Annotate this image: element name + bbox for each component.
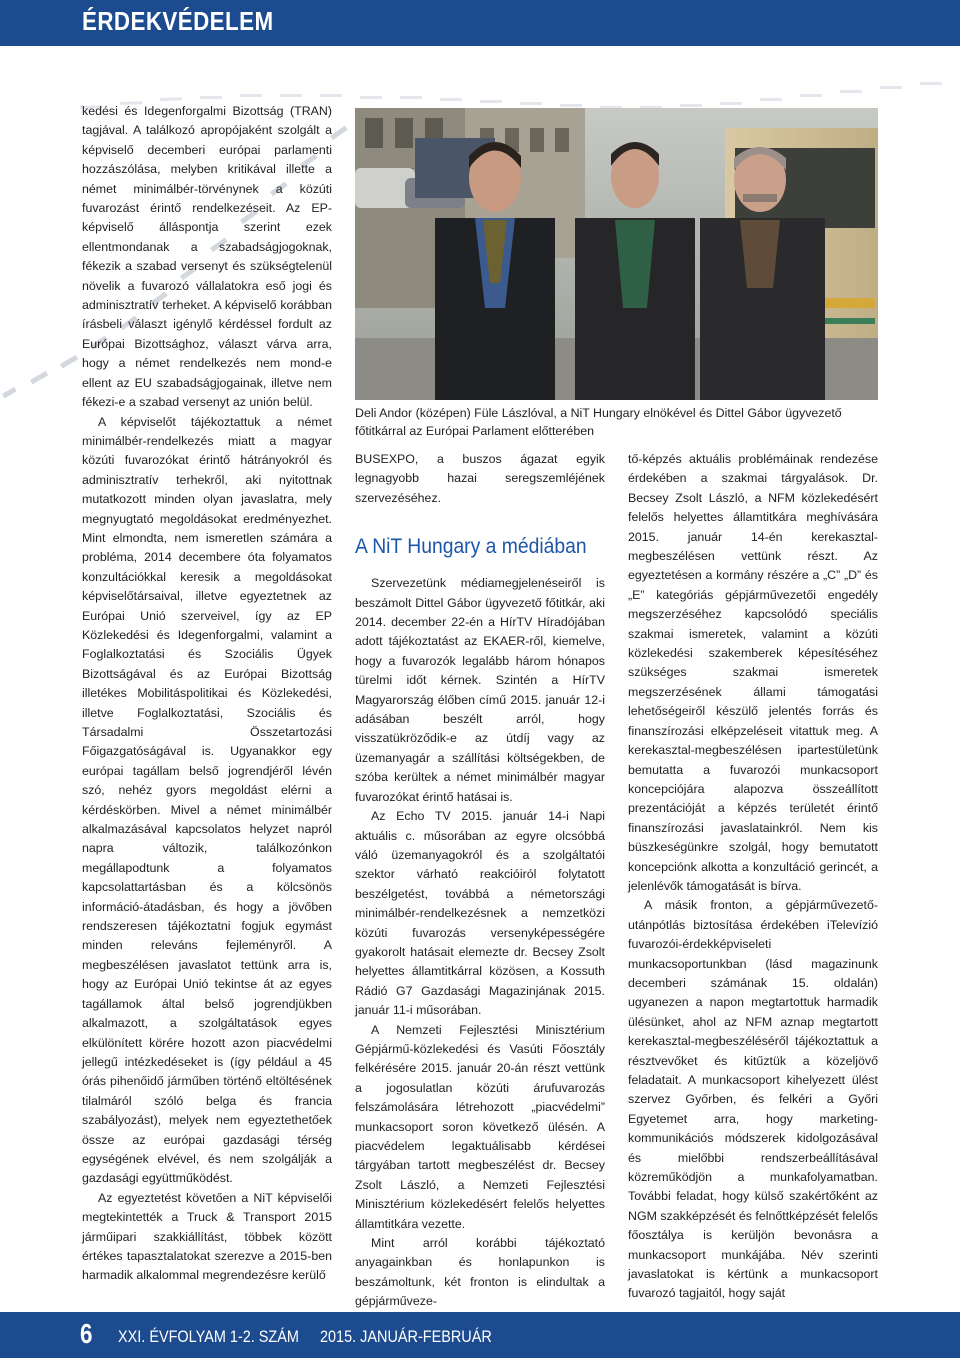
paragraph: Szervezetünk médiamegjelenéseiről is beszámolt Dittel Gábor ügyvezető főtitkár, aki 2014. december 22-én a HírTV Híradójában adott tájékoztatást az EKAER-ről, kiemelve, hogy a fuvarozók legalább három hónapos türelmi időt kérnek. Szintén a HírTV Magyarország élőben című 2015. január 12-i adásában beszélt arról, hogy visszatükröződik-e az útdíj vagy az üzemanyagár a szállítási költségekben, de szóba kerültek a német minimálbér magyar fuvarozókat érintő hatásai is. xyxy=(355,576,605,804)
paragraph: Az egyeztetést követően a NiT képviselői megtekintették a Truck & Transport 2015 járműipari szakkiállítást, többek között értékes tapasztalatokat szerezve a 2015-ben harmadik alkalommal megrendezésre kerülő xyxy=(82,1190,332,1283)
photo-three-men-icon xyxy=(355,108,878,400)
paragraph: kedési és Idegenforgalmi Bizottság (TRAN) tagjával. A találkozó apropójaként szolgált a képviselő decemberi európai parlamenti hozzászólása, melyben kritikával illette a német minimálbér-törvénynek a közúti fuvarozást érintő rendelkezéseit. Az EP-képviselő álláspontja szerint ezek ellentmondanak a szabadságjogoknak, fékezik a szabad versenyt és szükségtelenül növelik a fuvarozó vállalatokra eső jogi és adminisztratív terheket. A képviselő korábban írásbeli választ igénylő kérdéssel fordult az Európai Bizottsághoz, választ várva arra, hogy a német rendelkezés nem mond-e ellent az EU szabadságjogainak, illetve nem fékezi-e a szabad versenyt az unión belül. xyxy=(82,104,332,410)
paragraph: A Nemzeti Fejlesztési Minisztérium Gépjármű-közlekedési és Vasúti Főosztály felkérésére 2015. január 20-án részt vettünk a jogosulatlan közúti árufuvarozás felszámolására létrehozott „piacvédelmi” munkacsoport soron következő ülésén. A piacvédelem legaktuálisabb kérdései tárgyában tartott megbeszélést dr. Becsey Zsolt László, a Nemzeti Fejlesztési Minisztérium közlekedésért felelős helyettes államtitkára vezette. xyxy=(355,1022,605,1231)
paragraph: Mint arról korábbi tájékoztató anyagainkban és honlapunkon is beszámoltunk, két fronton is elindultak a gépjárműveze- xyxy=(355,1236,605,1309)
group-photo xyxy=(355,108,878,400)
volume-label: XXI. ÉVFOLYAM 1-2. SZÁM xyxy=(118,1327,299,1346)
section-heading: A NiT Hungary a médiában xyxy=(355,535,587,559)
date-label: 2015. JANUÁR-FEBRUÁR xyxy=(319,1327,492,1346)
article-column-1 xyxy=(82,102,332,1286)
photo-caption: Deli Andor (középen) Füle Lászlóval, a NiT Hungary elnökével és Dittel Gábor ügyvezető főtitkárral az Európai Parlament előtterében xyxy=(355,406,842,438)
page-number: 6 xyxy=(80,1318,93,1349)
article-column-2 xyxy=(355,450,605,1312)
issue-info xyxy=(118,1327,509,1347)
paragraph: BUSEXPO, a buszos ágazat egyik legnagyobb hazai seregszemléjének szervezéséhez. xyxy=(355,452,605,505)
paragraph: Az Echo TV 2015. január 14-i Napi aktuális c. műsorában az egyre olcsóbbá váló üzemanyagokról és a szolgáltatói szektor várható reakcióiról folytatott beszélgetést, továbbá a németországi minimálbér-rendelkezésnek a nemzetközi közúti fuvarozás versenyképességére gyakorolt hatásait elemezte dr. Becsey Zsolt helyettes államtitkárral közösen, a Kossuth Rádió G7 Gazdasági Magazinjának 2015. január 11-i műsorában. xyxy=(355,809,605,1018)
article-column-3 xyxy=(628,450,878,1304)
paragraph: tő-képzés aktuális problémáinak rendezése érdekében a szakmai tárgyalások. Dr. Becsey Zsolt László, a NFM közlekedésért felelős helyettes államtitkára meghívására 2015. január 14-én kerekasztal-megbeszélésen vettünk részt. Az egyeztetésen a kormány részére a „C” „D” és „E” kategóriás gépjárművezetői engedély megszerzéséhez kapcsolódó speciális szakmai ismeretek, valamint a közúti közlekedési szakemberek képesítéséhez szükséges szakmai ismeretek megszerzésének állami támogatási lehetőségeiről készülő jelentés forrás és finanszírozási elképzeléseit vitattuk meg. A kerekasztal-megbeszélésen ipartestületünk bemutatta a fuvarozói munkacsoport koncepciójára alapozva összeállított prezentációját a képzés területét érintő finanszírozási javaslatainkról. Nem kis büszkeségünkre szolgál, hogy bemutatott koncepciónk alkotta a konzultáció gerincét, a jelenlévők támogatását is bírva. xyxy=(628,452,878,893)
paragraph: A másik fronton, a gépjárművezető-utánpótlás biztosítása érdekében iTelevízió fuvarozói-érdekképviseleti munkacsoportunkban (lásd magazinunk decemberi számának 15. oldalán) ugyanezen a napon megtartottuk harmadik ülésünket, ahol az NFM aznap megtartott kerekasztal-megbeszéléséről tájékoztattuk a résztvevőket és kitűztük a közeljövő feladatait. A munkacsoport kihelyezett ülést szervez Győrben, és felkéri a Győri Egyetemet arra, hogy marketing-kommunikációs módszerek kidolgozásával és mielőbbi rendszerbeállításával közreműködjön a munkafolyamatban. További feladat, hogy külső szakértőként az NGM szakképzését és felnőttképzését felelős főosztálya is kerüljön bevonásra a munkacsoport munkájába. Név szerinti javaslatokat is kértünk a munkacsoport fuvarozó tagjaitól, hogy saját xyxy=(628,898,878,1301)
section-title: ÉRDEKVÉDELEM xyxy=(82,6,274,36)
paragraph: A képviselőt tájékoztattuk a német minimálbér-rendelkezés miatt a magyar közúti fuvarozókat érintő hátrányokról és adminisztratív terhekről, aki nyitottnak mutatkozott minden olyan javaslatra, mely megnyugtató megoldásokat eredményezhet. Mint elmondta, nem ismeretlen számára a probléma, 2014 decembere óta folyamatos konzultációkkal keresik a megoldásokat képviselőtársaival, illetve egyeztetnek az Európai Unió szerveivel, így az EP Közlekedési és Idegenforgalmi, valamint a Foglalkoztatási és Szociális Ügyek Bizottságával és az Európai Bizottság illetékes Mobilitáspolitikai és Közlekedési, illetve Foglalkoztatási, Szociális és Társadalmi Összetartozási Főigazgatóságával is. Ugyanakkor egy európai tagállam belső jogrendjéről lévén szó, nehéz gyors megoldást elérni a kérdéskörben. Mivel a német minimálbér alkalmazásával kapcsolatos helyzet napról napra változik, találkozónkon megállapodtunk a folyamatos kapcsolattartásban és a kölcsönös információ-átadásban, és hogy a jövőben rendszeresen tájékoztatni fogjuk egymást minden releváns fejleményről. A megbeszélésen javaslatot tettünk arra is, hogy az Európai Unió tekintse át az egyes tagállamok által belső jogrendjükben alkalmazott, a szolgáltatások egyes elkülönített körére hozott azon piacvédelmi jellegű intézkedéseket is (így például a 45 órás pihenőidő járműben történő eltöltésének tilalmáról szóló belga és francia szabályozást), melyek nem egyeztethetőek össze az európai gazdasági térség egységének elvével, és nem szolgálják a gazdasági együttműködést. xyxy=(82,414,332,1186)
